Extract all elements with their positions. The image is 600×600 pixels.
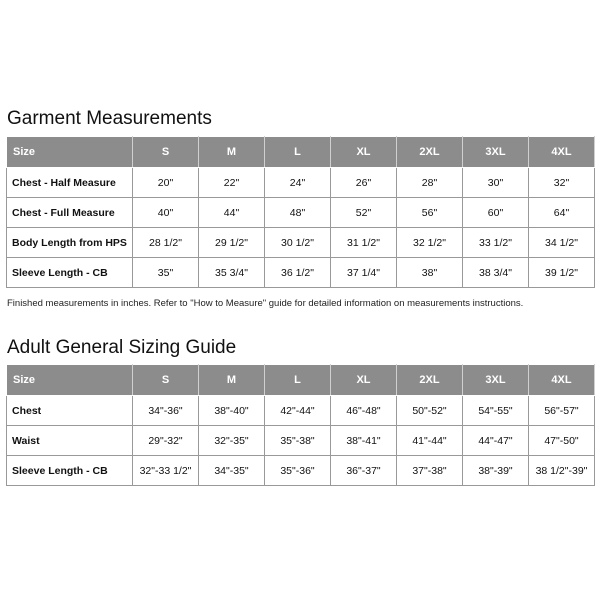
table-cell: 48" (265, 198, 331, 228)
column-header: 2XL (397, 137, 463, 168)
table-cell: 38"-41" (331, 426, 397, 456)
table-cell: 32 1/2" (397, 228, 463, 258)
table-cell: 34"-35" (199, 456, 265, 486)
table-cell: 56"-57" (529, 396, 595, 426)
table-cell: 20" (133, 168, 199, 198)
adult-sizing-guide-title: Adult General Sizing Guide (7, 337, 237, 358)
table-cell: 44" (199, 198, 265, 228)
row-label: Chest - Half Measure (7, 168, 133, 198)
table-cell: 29 1/2" (199, 228, 265, 258)
row-label: Sleeve Length - CB (7, 258, 133, 288)
column-header: Size (7, 137, 133, 168)
table-cell: 42"-44" (265, 396, 331, 426)
table-cell: 34 1/2" (529, 228, 595, 258)
table-cell: 35" (133, 258, 199, 288)
table-header-row (7, 137, 595, 168)
column-header: 2XL (397, 365, 463, 396)
table-cell: 29"-32" (133, 426, 199, 456)
table-cell: 30" (463, 168, 529, 198)
table-cell: 28 1/2" (133, 228, 199, 258)
table-cell: 34"-36" (133, 396, 199, 426)
table-cell: 31 1/2" (331, 228, 397, 258)
table-header-row (7, 365, 595, 396)
table-cell: 54"-55" (463, 396, 529, 426)
table-cell: 40" (133, 198, 199, 228)
table-cell: 30 1/2" (265, 228, 331, 258)
table-cell: 33 1/2" (463, 228, 529, 258)
row-label: Sleeve Length - CB (7, 456, 133, 486)
table-cell: 35"-36" (265, 456, 331, 486)
table-cell: 26" (331, 168, 397, 198)
table-cell: 46"-48" (331, 396, 397, 426)
table-cell: 38 3/4" (463, 258, 529, 288)
table-cell: 24" (265, 168, 331, 198)
table-cell: 39 1/2" (529, 258, 595, 288)
column-header: 3XL (463, 365, 529, 396)
table-row (7, 258, 595, 288)
column-header: M (199, 365, 265, 396)
table-cell: 35 3/4" (199, 258, 265, 288)
column-header: 3XL (463, 137, 529, 168)
table-cell: 37 1/4" (331, 258, 397, 288)
table-cell: 36 1/2" (265, 258, 331, 288)
column-header: 4XL (529, 365, 595, 396)
table-cell: 38"-39" (463, 456, 529, 486)
table-cell: 38"-40" (199, 396, 265, 426)
row-label: Chest (7, 396, 133, 426)
garment-measurements-title: Garment Measurements (7, 108, 212, 129)
column-header: S (133, 137, 199, 168)
table-row (7, 168, 595, 198)
table-cell: 50"-52" (397, 396, 463, 426)
table-cell: 64" (529, 198, 595, 228)
column-header: XL (331, 137, 397, 168)
column-header: S (133, 365, 199, 396)
table-cell: 41"-44" (397, 426, 463, 456)
table-cell: 38" (397, 258, 463, 288)
column-header: Size (7, 365, 133, 396)
row-label: Chest - Full Measure (7, 198, 133, 228)
column-header: M (199, 137, 265, 168)
table-row (7, 456, 595, 486)
table-row (7, 228, 595, 258)
column-header: L (265, 365, 331, 396)
table-cell: 37"-38" (397, 456, 463, 486)
garment-measurements-table (6, 136, 595, 288)
table-cell: 35"-38" (265, 426, 331, 456)
table-row (7, 198, 595, 228)
column-header: XL (331, 365, 397, 396)
table-cell: 44"-47" (463, 426, 529, 456)
table-cell: 36"-37" (331, 456, 397, 486)
table-cell: 56" (397, 198, 463, 228)
table-cell: 32"-33 1/2" (133, 456, 199, 486)
table-cell: 32" (529, 168, 595, 198)
measurement-note: Finished measurements in inches. Refer to "How to Measure" guide for detailed information on measurements instructions. (7, 298, 524, 309)
table-cell: 38 1/2"-39" (529, 456, 595, 486)
table-cell: 60" (463, 198, 529, 228)
table-cell: 32"-35" (199, 426, 265, 456)
table-row (7, 426, 595, 456)
column-header: 4XL (529, 137, 595, 168)
table-row (7, 396, 595, 426)
adult-sizing-table (6, 364, 595, 486)
table-cell: 47"-50" (529, 426, 595, 456)
table-cell: 28" (397, 168, 463, 198)
table-cell: 52" (331, 198, 397, 228)
table-cell: 22" (199, 168, 265, 198)
column-header: L (265, 137, 331, 168)
row-label: Body Length from HPS (7, 228, 133, 258)
row-label: Waist (7, 426, 133, 456)
